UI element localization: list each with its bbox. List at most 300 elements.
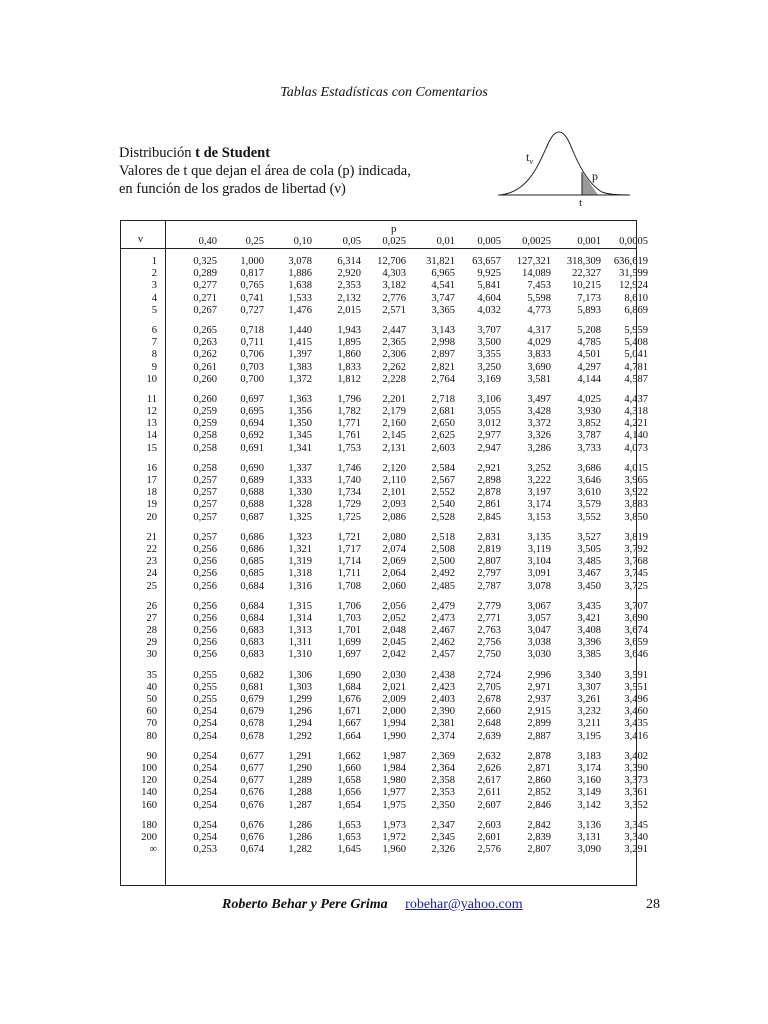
table-cell: 2,603 <box>431 442 455 454</box>
table-cell: 3,485 <box>577 556 601 568</box>
table-cell: 5,959 <box>624 324 648 336</box>
table-cell: 0,685 <box>240 568 264 580</box>
table-row <box>121 787 648 799</box>
degrees-of-freedom: 17 <box>146 475 157 486</box>
table-cell: 2,576 <box>477 844 501 856</box>
table-cell: 0,817 <box>240 268 264 280</box>
degrees-of-freedom: 1 <box>151 256 157 267</box>
table-cell: 1,319 <box>288 556 312 568</box>
footer <box>222 897 523 913</box>
table-cell: 3,057 <box>527 612 551 624</box>
table-cell: 0,262 <box>193 349 217 361</box>
table-cell: 2,518 <box>431 531 455 543</box>
table-cell: 0,711 <box>240 337 264 349</box>
table-cell: 2,771 <box>477 612 501 624</box>
table-cell: 0,257 <box>193 531 217 543</box>
table-cell: 2,345 <box>431 831 455 843</box>
table-row <box>121 393 648 406</box>
table-row <box>121 418 648 430</box>
table-cell: 0,679 <box>240 706 264 718</box>
table-cell: 0,263 <box>193 337 217 349</box>
t-label: t <box>579 197 583 208</box>
table-cell: 1,311 <box>288 637 312 649</box>
table-row <box>121 337 648 349</box>
table-cell: 1,656 <box>337 787 361 799</box>
table-cell: 0,271 <box>193 292 217 304</box>
table-cell: 3,747 <box>431 292 455 304</box>
table-cell: 2,998 <box>431 337 455 349</box>
table-cell: 1,313 <box>288 625 312 637</box>
table-cell: 2,763 <box>477 625 501 637</box>
column-header-p: 0,10 <box>293 236 312 247</box>
table-cell: 2,764 <box>431 373 455 385</box>
table-cell: 0,253 <box>193 844 217 856</box>
degrees-of-freedom: 28 <box>146 625 157 637</box>
degrees-of-freedom: 10 <box>146 373 157 385</box>
table-cell: 2,326 <box>431 844 455 856</box>
table-cell: 1,833 <box>337 361 361 373</box>
column-header-p: 0,025 <box>382 236 406 247</box>
p-label: p <box>592 169 598 183</box>
table-cell: 1,337 <box>288 462 312 474</box>
table-cell: 1,328 <box>288 499 312 511</box>
table-cell: 1,711 <box>337 568 361 580</box>
table-cell: 3,787 <box>577 430 601 442</box>
table-cell: 3,850 <box>624 511 648 523</box>
degrees-of-freedom: 18 <box>146 487 157 499</box>
table-cell: 3,136 <box>577 819 601 831</box>
table-cell: 1,658 <box>337 775 361 787</box>
table-cell: 2,660 <box>477 706 501 718</box>
table-cell: 3,435 <box>624 718 648 730</box>
table-cell: 3,745 <box>624 568 648 580</box>
table-cell: 3,340 <box>577 669 601 681</box>
table-cell: 0,257 <box>193 511 217 523</box>
table-cell: 0,741 <box>240 292 264 304</box>
table-cell: 2,306 <box>382 349 406 361</box>
table-cell: 3,030 <box>527 649 551 661</box>
p-group-header: p <box>391 223 397 235</box>
table-cell: 3,090 <box>577 844 601 856</box>
table-cell: 0,259 <box>193 406 217 418</box>
table-cell: 0,727 <box>240 304 264 316</box>
degrees-of-freedom: 3 <box>151 280 157 292</box>
table-cell: 1,316 <box>288 580 312 592</box>
table-cell: 3,725 <box>624 580 648 592</box>
table-cell: 2,093 <box>382 499 406 511</box>
table-cell: 2,898 <box>477 475 501 486</box>
table-cell: 1,321 <box>288 543 312 555</box>
table-cell: 1,287 <box>288 799 312 811</box>
table-cell: 3,552 <box>577 511 601 523</box>
table-cell: 1,330 <box>288 487 312 499</box>
table-cell: 2,064 <box>382 568 406 580</box>
table-cell: 2,353 <box>337 280 361 292</box>
table-cell: 1,397 <box>288 349 312 361</box>
table-cell: 1,977 <box>382 787 406 799</box>
table-cell: 1,345 <box>288 430 312 442</box>
table-cell: 2,650 <box>431 418 455 430</box>
degrees-of-freedom: 5 <box>151 304 157 316</box>
table-cell: 8,610 <box>624 292 648 304</box>
table-cell: 3,690 <box>527 361 551 373</box>
table-cell: 1,645 <box>337 844 361 856</box>
table-cell: 4,587 <box>624 373 648 385</box>
degrees-of-freedom: 140 <box>141 787 157 799</box>
table-cell: 2,365 <box>382 337 406 349</box>
table-row <box>121 819 648 832</box>
table-cell: 3,505 <box>577 543 601 555</box>
table-cell: 0,683 <box>240 637 264 649</box>
table-cell: 2,009 <box>382 694 406 705</box>
degrees-of-freedom: 26 <box>146 600 157 612</box>
table-cell: 0,684 <box>240 600 264 612</box>
table-cell: 2,878 <box>527 750 551 762</box>
row-group <box>121 531 648 593</box>
table-cell: 3,686 <box>577 462 601 474</box>
table-row <box>121 612 648 625</box>
table-cell: 0,256 <box>193 649 217 661</box>
table-cell: 2,842 <box>527 819 551 831</box>
table-cell: 2,607 <box>477 799 501 811</box>
degrees-of-freedom: 12 <box>146 406 157 418</box>
table-cell: 2,052 <box>382 612 406 624</box>
table-cell: 1,987 <box>382 750 406 762</box>
tv-label: $t_\nu$ <box>526 150 533 166</box>
table-cell: 3,326 <box>527 430 551 442</box>
table-cell: 3,467 <box>577 568 601 580</box>
table-cell: 2,528 <box>431 511 455 523</box>
table-cell: 1,533 <box>288 292 312 304</box>
table-cell: 6,314 <box>337 256 361 267</box>
table-cell: 2,262 <box>382 361 406 373</box>
table-cell: 3,261 <box>577 694 601 705</box>
table-cell: 4,029 <box>527 337 551 349</box>
table-cell: 1,714 <box>337 556 361 568</box>
table-cell: 2,819 <box>477 543 501 555</box>
table-cell: 1,440 <box>288 324 312 336</box>
table-row <box>121 349 648 361</box>
table-cell: 1,697 <box>337 649 361 661</box>
table-cell: 0,254 <box>193 831 217 843</box>
table-cell: 2,074 <box>382 543 406 555</box>
intro-line1-bold: t de Student <box>195 145 271 161</box>
table-cell: 0,256 <box>193 568 217 580</box>
table-cell: 2,626 <box>477 762 501 774</box>
degrees-of-freedom: 14 <box>146 430 157 442</box>
table-row <box>121 637 648 649</box>
degrees-of-freedom: 200 <box>141 831 157 843</box>
table-row <box>121 543 648 556</box>
table-cell: 3,707 <box>624 600 648 612</box>
table-cell: 1,708 <box>337 580 361 592</box>
table-cell: 0,676 <box>240 831 264 843</box>
table-cell: 1,761 <box>337 430 361 442</box>
table-cell: 2,160 <box>382 418 406 430</box>
table-cell: 0,256 <box>193 600 217 612</box>
table-cell: 0,254 <box>193 799 217 811</box>
table-cell: 2,756 <box>477 637 501 649</box>
degrees-of-freedom: 22 <box>146 543 157 555</box>
table-cell: 3,527 <box>577 531 601 543</box>
table-cell: 4,604 <box>477 292 501 304</box>
table-cell: 1,729 <box>337 499 361 511</box>
table-cell: 2,845 <box>477 511 501 523</box>
table-cell: 2,611 <box>477 787 501 799</box>
table-cell: 6,965 <box>431 268 455 280</box>
table-cell: 3,183 <box>577 750 601 762</box>
table-cell: 3,416 <box>624 730 648 742</box>
table-cell: 1,721 <box>337 531 361 543</box>
t-distribution-curve-diagram <box>498 126 630 208</box>
table-cell: 3,551 <box>624 681 648 693</box>
table-cell: 1,286 <box>288 819 312 831</box>
table-cell: 1,796 <box>337 393 361 405</box>
table-cell: 3,450 <box>577 580 601 592</box>
table-row <box>121 373 648 386</box>
table-cell: 5,598 <box>527 292 551 304</box>
table-cell: 1,703 <box>337 612 361 624</box>
table-cell: 0,267 <box>193 304 217 316</box>
table-cell: 1,291 <box>288 750 312 762</box>
table-row <box>121 568 648 580</box>
table-row <box>121 361 648 374</box>
table-cell: 0,325 <box>193 256 217 267</box>
table-cell: 0,265 <box>193 324 217 336</box>
table-cell: 0,679 <box>240 694 264 705</box>
table-cell: 0,254 <box>193 819 217 831</box>
table-cell: 1,664 <box>337 730 361 742</box>
table-cell: 3,833 <box>527 349 551 361</box>
table-cell: 2,086 <box>382 511 406 523</box>
degrees-of-freedom: 13 <box>146 418 157 430</box>
table-cell: 3,365 <box>431 304 455 316</box>
table-cell: 5,041 <box>624 349 648 361</box>
table-cell: 2,479 <box>431 600 455 612</box>
table-cell: 3,149 <box>577 787 601 799</box>
table-cell: 1,980 <box>382 775 406 787</box>
table-cell: 31,599 <box>619 268 648 280</box>
table-cell: 5,841 <box>477 280 501 292</box>
table-cell: 0,677 <box>240 750 264 762</box>
row-group <box>121 750 648 812</box>
table-cell: 3,581 <box>527 373 551 385</box>
table-cell: 0,254 <box>193 718 217 730</box>
table-cell: 1,701 <box>337 625 361 637</box>
degrees-of-freedom: 21 <box>146 531 157 543</box>
table-cell: 3,174 <box>527 499 551 511</box>
table-cell: 0,255 <box>193 681 217 693</box>
table-cell: 3,373 <box>624 775 648 787</box>
table-cell: 5,208 <box>577 324 601 336</box>
table-cell: 1,372 <box>288 373 312 385</box>
footer-email-link[interactable]: robehar@yahoo.com <box>405 897 523 912</box>
table-cell: 0,255 <box>193 669 217 681</box>
table-cell: 3,197 <box>527 487 551 499</box>
table-cell: 1,341 <box>288 442 312 454</box>
table-row <box>121 831 648 844</box>
table-cell: 2,179 <box>382 406 406 418</box>
table-cell: 2,617 <box>477 775 501 787</box>
table-cell: 4,073 <box>624 442 648 454</box>
row-group <box>121 669 648 743</box>
table-cell: 0,678 <box>240 718 264 730</box>
table-cell: 0,683 <box>240 625 264 637</box>
table-cell: 3,500 <box>477 337 501 349</box>
table-cell: 1,746 <box>337 462 361 474</box>
table-row <box>121 694 648 706</box>
table-cell: 3,135 <box>527 531 551 543</box>
table-cell: 0,257 <box>193 499 217 511</box>
table-cell: 2,601 <box>477 831 501 843</box>
table-cell: 1,638 <box>288 280 312 292</box>
table-cell: 1,660 <box>337 762 361 774</box>
row-group <box>121 819 648 857</box>
table-cell: 3,055 <box>477 406 501 418</box>
table-cell: 3,038 <box>527 637 551 649</box>
bell-curve <box>500 132 628 195</box>
table-row <box>121 669 648 682</box>
table-cell: 0,254 <box>193 750 217 762</box>
table-row <box>121 718 648 730</box>
table-cell: 1,350 <box>288 418 312 430</box>
table-cell: 2,831 <box>477 531 501 543</box>
column-header-p: 0,01 <box>436 236 455 247</box>
table-row <box>121 730 648 743</box>
table-cell: 0,254 <box>193 787 217 799</box>
table-cell: 3,104 <box>527 556 551 568</box>
table-cell: 1,984 <box>382 762 406 774</box>
table-cell: 1,960 <box>382 844 406 856</box>
table-cell: 1,288 <box>288 787 312 799</box>
table-cell: 2,485 <box>431 580 455 592</box>
table-cell: 2,021 <box>382 681 406 693</box>
degrees-of-freedom: 25 <box>146 580 157 592</box>
table-cell: 3,579 <box>577 499 601 511</box>
table-cell: 0,703 <box>240 361 264 373</box>
table-cell: 4,025 <box>577 393 601 405</box>
table-cell: 3,340 <box>624 831 648 843</box>
table-cell: 4,297 <box>577 361 601 373</box>
table-cell: 2,681 <box>431 406 455 418</box>
table-cell: 3,078 <box>288 256 312 267</box>
table-cell: 3,222 <box>527 475 551 486</box>
table-cell: 4,437 <box>624 393 648 405</box>
table-cell: 3,390 <box>624 762 648 774</box>
degrees-of-freedom: 19 <box>146 499 157 511</box>
table-cell: 3,497 <box>527 393 551 405</box>
table-cell: 2,705 <box>477 681 501 693</box>
table-cell: 2,937 <box>527 694 551 705</box>
table-cell: 2,358 <box>431 775 455 787</box>
row-group <box>121 256 648 317</box>
table-cell: 3,361 <box>624 787 648 799</box>
table-cell: 0,686 <box>240 531 264 543</box>
table-cell: 2,779 <box>477 600 501 612</box>
table-cell: 3,819 <box>624 531 648 543</box>
header-divider <box>121 248 636 249</box>
table-cell: 0,681 <box>240 681 264 693</box>
table-cell: 5,408 <box>624 337 648 349</box>
table-cell: 3,428 <box>527 406 551 418</box>
table-cell: 1,860 <box>337 349 361 361</box>
table-cell: 3,252 <box>527 462 551 474</box>
table-cell: 4,318 <box>624 406 648 418</box>
table-cell: 1,415 <box>288 337 312 349</box>
table-cell: 0,256 <box>193 543 217 555</box>
table-cell: 3,131 <box>577 831 601 843</box>
table-row <box>121 580 648 593</box>
table-cell: 1,303 <box>288 681 312 693</box>
table-cell: 2,776 <box>382 292 406 304</box>
table-cell: 9,925 <box>477 268 501 280</box>
table-row <box>121 600 648 613</box>
table-cell: 0,259 <box>193 418 217 430</box>
table-cell: 1,725 <box>337 511 361 523</box>
table-cell: 3,646 <box>624 649 648 661</box>
table-cell: 1,973 <box>382 819 406 831</box>
table-cell: 2,080 <box>382 531 406 543</box>
table-cell: 3,610 <box>577 487 601 499</box>
table-cell: 3,792 <box>624 543 648 555</box>
table-cell: 1,296 <box>288 706 312 718</box>
table-cell: 0,676 <box>240 819 264 831</box>
table-cell: 3,142 <box>577 799 601 811</box>
table-cell: 0,260 <box>193 373 217 385</box>
table-cell: 12,706 <box>377 256 406 267</box>
table-cell: 0,687 <box>240 511 264 523</box>
table-cell: 0,261 <box>193 361 217 373</box>
table-row <box>121 844 648 856</box>
table-row <box>121 256 648 268</box>
table-cell: 0,689 <box>240 475 264 486</box>
table-cell: 2,381 <box>431 718 455 730</box>
table-cell: 2,947 <box>477 442 501 454</box>
table-cell: 1,812 <box>337 373 361 385</box>
table-cell: 0,254 <box>193 730 217 742</box>
table-cell: 2,110 <box>382 475 406 486</box>
table-cell: 2,861 <box>477 499 501 511</box>
table-cell: 3,345 <box>624 819 648 831</box>
table-cell: 3,768 <box>624 556 648 568</box>
table-cell: 2,567 <box>431 475 455 486</box>
table-cell: 4,015 <box>624 462 648 474</box>
table-cell: 3,012 <box>477 418 501 430</box>
degrees-of-freedom: 160 <box>141 799 157 811</box>
table-cell: 4,781 <box>624 361 648 373</box>
table-cell: 0,674 <box>240 844 264 856</box>
table-cell: 63,657 <box>472 256 501 267</box>
degrees-of-freedom: 70 <box>146 718 157 730</box>
table-cell: 2,648 <box>477 718 501 730</box>
table-cell: 0,684 <box>240 580 264 592</box>
table-cell: 2,131 <box>382 442 406 454</box>
table-cell: 1,292 <box>288 730 312 742</box>
table-row <box>121 681 648 694</box>
table-cell: 4,140 <box>624 430 648 442</box>
table-cell: 1,383 <box>288 361 312 373</box>
table-cell: 1,671 <box>337 706 361 718</box>
table-cell: 2,625 <box>431 430 455 442</box>
table-cell: 2,846 <box>527 799 551 811</box>
table-cell: 2,996 <box>527 669 551 681</box>
table-cell: 2,369 <box>431 750 455 762</box>
table-cell: 1,717 <box>337 543 361 555</box>
table-cell: 22,327 <box>572 268 601 280</box>
table-row <box>121 625 648 637</box>
table-cell: 0,254 <box>193 706 217 718</box>
table-cell: 2,852 <box>527 787 551 799</box>
